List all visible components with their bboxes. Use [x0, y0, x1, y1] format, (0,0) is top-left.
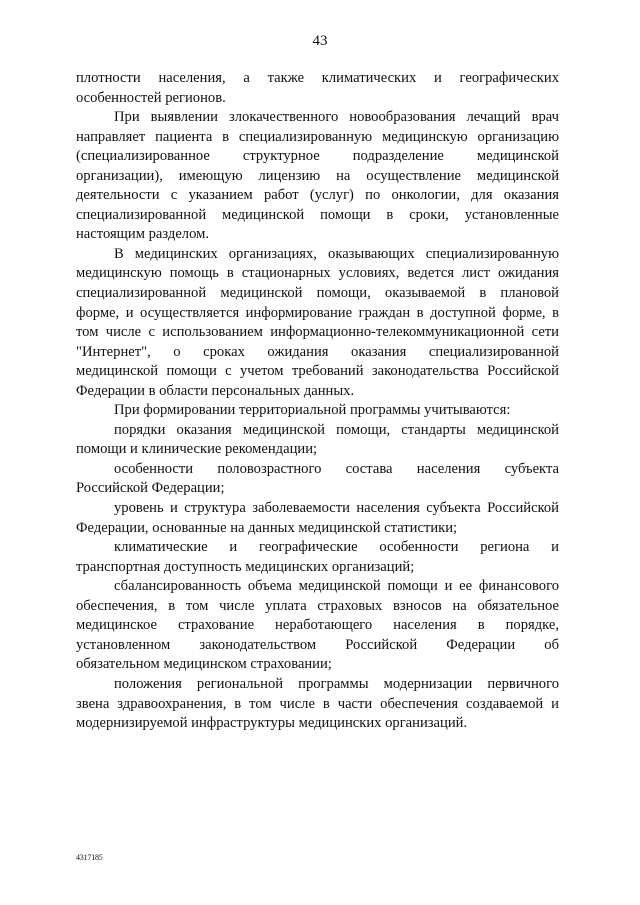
- text-line: "Интернет", о сроках ожидания оказания специализированной: [76, 343, 559, 360]
- paragraph: [76, 460, 559, 499]
- text-line: транспортная доступность медицинских организаций;: [76, 558, 415, 575]
- text-line: уровень и структура заболеваемости населения субъекта Российской: [114, 500, 559, 517]
- text-line: том числе с использованием информационно-телекоммуникационной сети: [76, 324, 559, 341]
- text-line: При формировании территориальной программы учитываются:: [114, 402, 511, 419]
- text-line: особенности половозрастного состава населения субъекта: [114, 460, 559, 477]
- text-line: При выявлении злокачественного новообразования лечащий врач: [114, 109, 559, 126]
- paragraph: [76, 538, 559, 577]
- text-line: обеспечения, в том числе уплата страховых взносов на обязательное: [76, 597, 559, 614]
- text-line: установленном законодательством Российской Федерации об: [76, 636, 559, 653]
- text-line: модернизируемой инфраструктуры медицинских организаций.: [76, 715, 468, 732]
- text-line: плотности населения, а также климатических и географических: [76, 70, 559, 86]
- text-line: медицинской помощи с учетом требований законодательства Российской: [76, 363, 559, 380]
- paragraph: [76, 577, 559, 675]
- document-body: [76, 69, 559, 734]
- paragraph: [76, 499, 559, 538]
- document-id: 4317185: [76, 853, 103, 862]
- paragraph: [76, 108, 559, 245]
- text-line: специализированной медицинской помощи, оказываемой в плановой: [76, 285, 559, 302]
- text-line: организации), имеющую лицензию на осуществление медицинской: [76, 167, 559, 184]
- paragraph: [76, 69, 559, 108]
- text-line: Российской Федерации;: [76, 480, 225, 497]
- text-line: деятельности с указанием работ (услуг) по онкологии, для оказания: [76, 187, 559, 204]
- text-line: форме, и осуществляется информирование граждан в доступной форме, в: [76, 304, 559, 321]
- text-line: помощи и клинические рекомендации;: [76, 441, 318, 458]
- paragraph: [76, 245, 559, 401]
- paragraph: [76, 401, 559, 421]
- text-line: В медицинских организациях, оказывающих специализированную: [114, 245, 559, 262]
- text-line: положения региональной программы модернизации первичного: [114, 675, 559, 692]
- text-line: порядки оказания медицинской помощи, стандарты медицинской: [114, 421, 559, 438]
- text-line: специализированной медицинской помощи в сроки, установленные: [76, 206, 559, 223]
- paragraph: [76, 675, 559, 734]
- text-line: медицинскую помощь в стационарных условиях, ведется лист ожидания: [76, 265, 559, 282]
- text-line: сбалансированность объема медицинской помощи и ее финансового: [114, 578, 559, 595]
- text-line: звена здравоохранения, в том числе в части обеспечения создаваемой и: [76, 695, 559, 712]
- text-line: климатические и географические особенности региона и: [114, 539, 559, 556]
- page-number: 43: [312, 33, 328, 49]
- text-line: особенностей регионов.: [76, 89, 226, 106]
- text-line: Федерации в области персональных данных.: [76, 382, 355, 399]
- paragraph: [76, 421, 559, 460]
- text-line: Федерации, основанные на данных медицинской статистики;: [76, 519, 458, 536]
- text-line: (специализированное структурное подразделение медицинской: [76, 148, 559, 165]
- text-line: настоящим разделом.: [76, 226, 209, 243]
- text-line: направляет пациента в специализированную медицинскую организацию: [76, 128, 559, 145]
- text-line: медицинское страхование неработающего населения в порядке,: [76, 617, 559, 634]
- text-line: обязательном медицинском страховании;: [76, 656, 332, 673]
